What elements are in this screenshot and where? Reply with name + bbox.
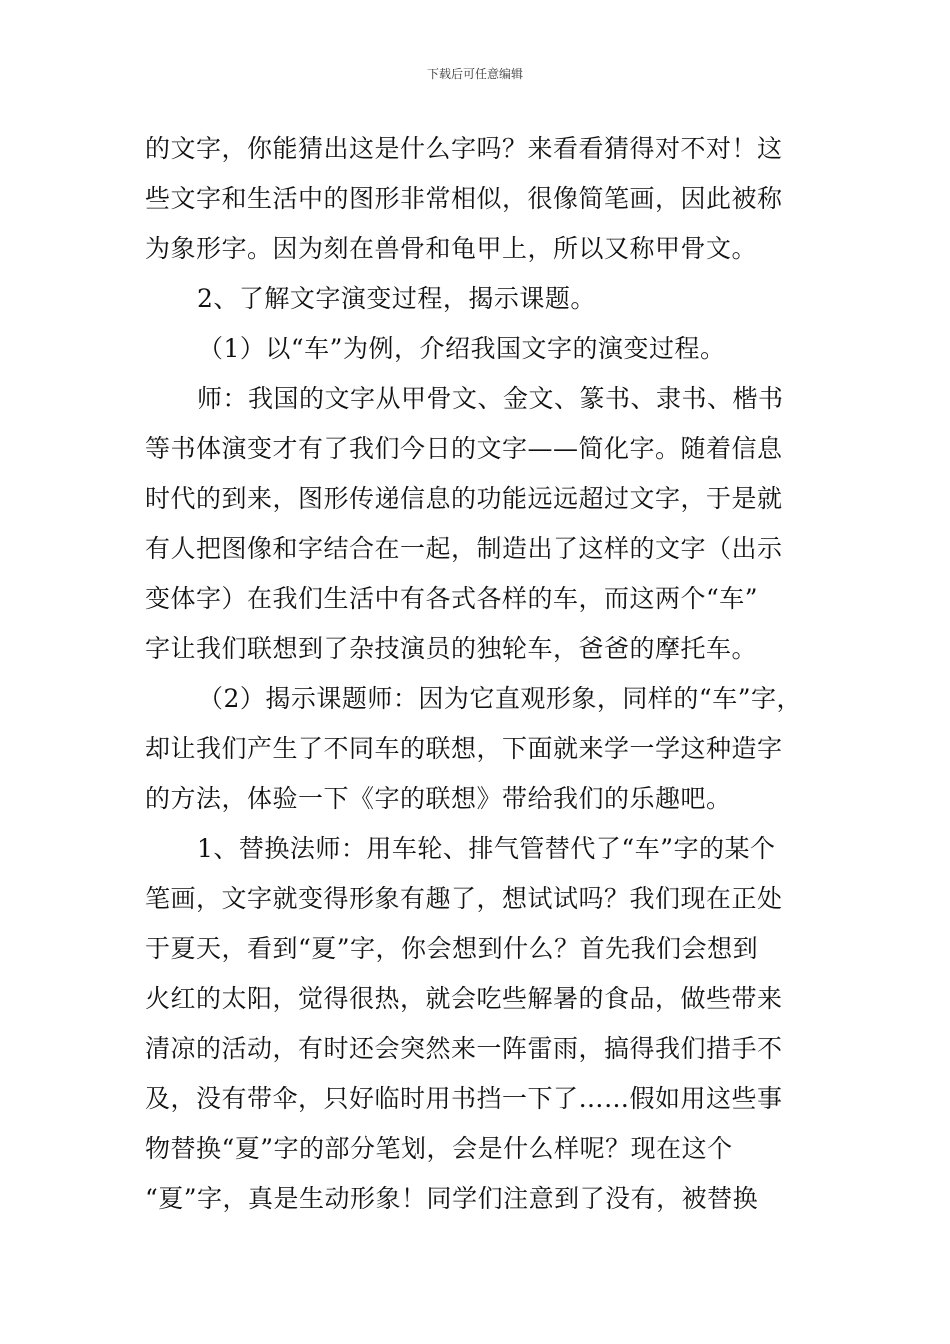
- text-line: 清凉的活动，有时还会突然来一阵雷雨，搞得我们措手不: [145, 1034, 783, 1063]
- text-line: （2）揭示课题师：因为它直观形象，同样的“车”字，: [198, 684, 802, 713]
- text-line: 2、了解文字演变过程，揭示课题。: [197, 284, 596, 313]
- text-line: “夏”字，真是生动形象！同学们注意到了没有，被替换: [145, 1184, 759, 1213]
- text-line: 变体字）在我们生活中有各式各样的车，而这两个“车”: [145, 584, 759, 613]
- text-line: 物替换“夏”字的部分笔划，会是什么样呢？现在这个: [145, 1134, 733, 1163]
- text-line: 师：我国的文字从甲骨文、金文、篆书、隶书、楷书: [197, 384, 784, 413]
- text-line: 的文字，你能猜出这是什么字吗？来看看猜得对不对！这: [145, 134, 783, 163]
- text-line: 1、替换法师：用车轮、排气管替代了“车”字的某个: [197, 834, 776, 863]
- text-line: 时代的到来，图形传递信息的功能远远超过文字，于是就: [145, 484, 783, 513]
- text-line: 及，没有带伞，只好临时用书挡一下了……假如用这些事: [145, 1084, 783, 1113]
- text-line: 火红的太阳，觉得很热，就会吃些解暑的食品，做些带来: [145, 984, 783, 1013]
- text-line: 笔画，文字就变得形象有趣了，想试试吗？我们现在正处: [145, 884, 783, 913]
- text-line: 却让我们产生了不同车的联想，下面就来学一学这种造字: [145, 734, 783, 763]
- text-line: 的方法，体验一下《字的联想》带给我们的乐趣吧。: [145, 784, 732, 813]
- text-line: （1）以“车”为例，介绍我国文字的演变过程。: [198, 334, 726, 363]
- text-line: 字让我们联想到了杂技演员的独轮车，爸爸的摩托车。: [145, 634, 758, 663]
- page-header: 下载后可任意编辑: [426, 67, 523, 81]
- text-line: 等书体演变才有了我们今日的文字——简化字。随着信息: [145, 434, 783, 463]
- text-line: 为象形字。因为刻在兽骨和龟甲上，所以又称甲骨文。: [145, 234, 758, 263]
- text-line: 于夏天，看到“夏”字，你会想到什么？首先我们会想到: [145, 934, 759, 963]
- text-line: 有人把图像和字结合在一起，制造出了这样的文字（出示: [145, 534, 783, 563]
- text-line: 些文字和生活中的图形非常相似，很像简笔画，因此被称: [145, 184, 783, 213]
